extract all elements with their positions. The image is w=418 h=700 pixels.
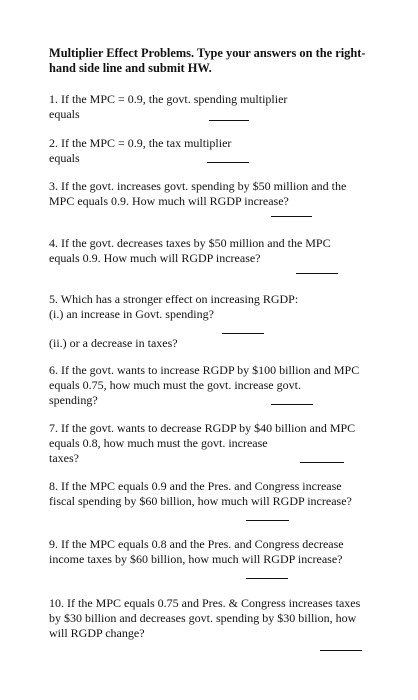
answer-line-2[interactable] xyxy=(207,162,249,163)
question-3-text: 3. If the govt. increases govt. spending by $50 million and the MPC equals 0.9. How much will RGDP increase? xyxy=(49,179,347,208)
question-1-text: 1. If the MPC = 0.9, the govt. spending multiplier equals xyxy=(49,92,288,121)
question-3 xyxy=(49,179,379,209)
question-7 xyxy=(49,421,379,466)
question-6 xyxy=(49,363,379,408)
question-5-part-ii xyxy=(49,336,379,351)
question-5-part-ii-text: (ii.) or a decrease in taxes? xyxy=(49,336,178,350)
answer-line-1[interactable] xyxy=(209,120,249,121)
question-9 xyxy=(49,537,379,567)
question-4 xyxy=(49,236,379,266)
question-5 xyxy=(49,292,379,322)
answer-line-10[interactable] xyxy=(320,650,362,651)
answer-line-9[interactable] xyxy=(246,578,288,579)
answer-line-6[interactable] xyxy=(271,404,313,405)
answer-line-3[interactable] xyxy=(271,216,312,217)
question-8 xyxy=(49,479,379,509)
answer-line-7[interactable] xyxy=(300,462,344,463)
question-1 xyxy=(49,92,379,122)
question-9-text: 9. If the MPC equals 0.8 and the Pres. and Congress decrease income taxes by $60 billion, how much will RGDP increase? xyxy=(49,537,344,566)
question-4-text: 4. If the govt. decreases taxes by $50 million and the MPC equals 0.9. How much will RGDP increase? xyxy=(49,236,331,265)
question-10 xyxy=(49,596,379,641)
question-2-text: 2. If the MPC = 0.9, the tax multiplier equals xyxy=(49,136,232,165)
answer-line-8[interactable] xyxy=(246,520,289,521)
question-5-text: 5. Which has a stronger effect on increasing RGDP: (i.) an increase in Govt. spending? xyxy=(49,292,299,321)
question-8-text: 8. If the MPC equals 0.9 and the Pres. and Congress increase fiscal spending by $60 billion, how much will RGDP increase? xyxy=(49,479,352,508)
worksheet-title: Multiplier Effect Problems. Type your answers on the right-hand side line and submit HW. xyxy=(49,46,366,75)
answer-line-5i[interactable] xyxy=(222,333,264,334)
question-7-text: 7. If the govt. wants to decrease RGDP by $40 billion and MPC equals 0.8, how much must the govt. increase taxes? xyxy=(49,421,356,465)
question-6-text: 6. If the govt. wants to increase RGDP by $100 billion and MPC equals 0.75, how much must the govt. increase govt. spending? xyxy=(49,363,360,407)
answer-line-4[interactable] xyxy=(296,273,338,274)
question-10-text: 10. If the MPC equals 0.75 and Pres. & Congress increases taxes by $30 billion and decreases govt. spending by $30 billion, how will RGDP change? xyxy=(49,596,361,640)
